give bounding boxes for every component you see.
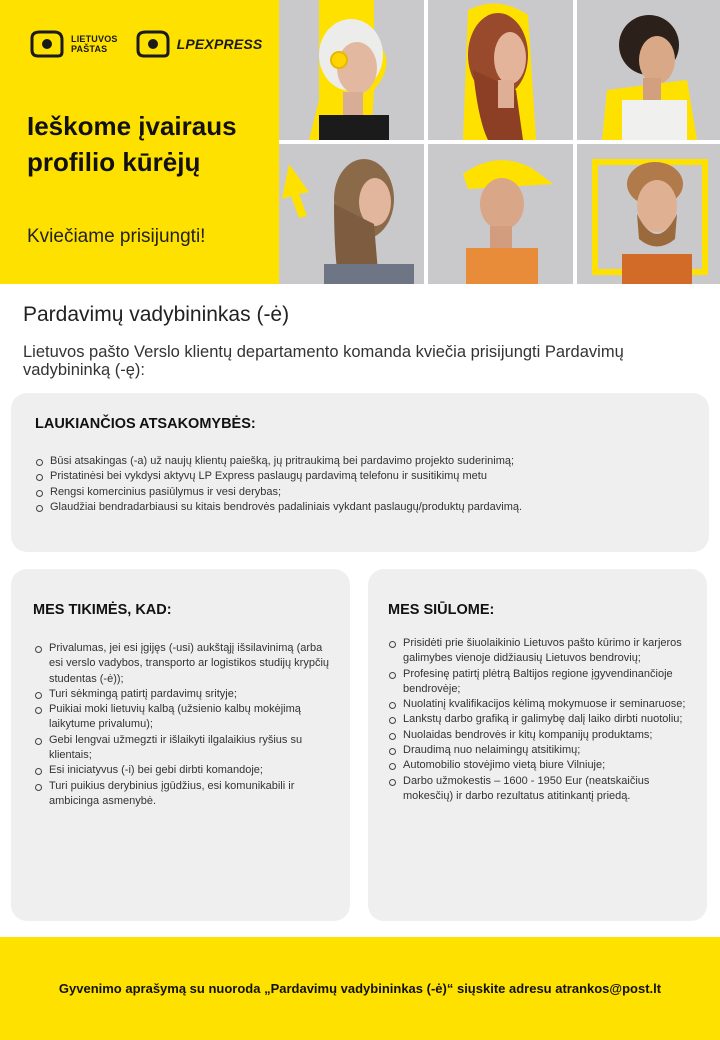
job-title: Pardavimų vadybininkas (-ė) <box>23 303 290 326</box>
logo-lpx-text: LPEXPRESS <box>176 36 263 52</box>
photo-man-beard-frame <box>577 144 720 284</box>
person-portrait-icon <box>428 144 573 284</box>
list-item: Prisidėti prie šiuolaikinio Lietuvos pašto kūrimo ir karjeros galimybes vienoje didžiausių Lietuvos bendrovių; <box>389 636 694 667</box>
list-item: Privalumas, jei esi įgijęs (-usi) aukštąjį išsilavinimą (arba esi verslo vadybos, transporto ar logistikos studijų krypčių studentas (-ė)); <box>35 641 335 687</box>
responsibilities-heading: LAUKIANČIOS ATSAKOMYBĖS: <box>35 416 256 432</box>
person-portrait-icon <box>428 0 573 140</box>
hero-banner <box>0 0 720 284</box>
requirements-card <box>11 569 350 921</box>
person-portrait-icon <box>577 0 720 140</box>
offers-heading: MES SIŪLOME: <box>388 602 495 618</box>
list-item: Darbo užmokestis – 1600 - 1950 Eur (neatskaičius mokesčių) ir darbo rezultatus atitinkantį priedą. <box>389 774 694 805</box>
list-item: Draudimą nuo nelaimingų atsitikimų; <box>389 743 694 758</box>
offers-list <box>389 636 694 804</box>
list-item: Turi puikius derybinius įgūdžius, esi komunikabili ir ambicinga asmenybė. <box>35 779 335 810</box>
responsibilities-list <box>36 454 696 515</box>
hero-subtitle: Kviečiame prisijungti! <box>27 226 206 247</box>
list-item: Puikiai moki lietuvių kalbą (užsienio kalbų mokėjimą laikytume privalumu); <box>35 702 335 733</box>
list-item: Būsi atsakingas (-a) už naujų klientų paiešką, jų pritraukimą bei pardavimo projekto suderinimą; <box>36 454 696 469</box>
list-item: Profesinę patirtį plėtrą Baltijos regione įgyvendinančioje bendrovėje; <box>389 667 694 698</box>
list-item: Pristatinėsi bei vykdysi aktyvų LP Express paslaugų pardavimą telefonu ir susitikimų metu <box>36 469 696 484</box>
person-portrait-icon <box>577 144 720 284</box>
list-item: Automobilio stovėjimo vietą biure Vilniuje; <box>389 758 694 773</box>
horn-icon <box>28 30 66 58</box>
logos <box>28 30 262 58</box>
footer-contact-text: Gyvenimo aprašymą su nuoroda „Pardavimų vadybininkas (-ė)“ siųskite adresu atrankos@post.lt <box>58 981 662 996</box>
offers-card <box>368 569 707 921</box>
person-portrait-icon <box>279 144 424 284</box>
list-item: Esi iniciatyvus (-i) bei gebi dirbti komandoje; <box>35 763 335 778</box>
photo-man-yellow-cap <box>428 144 573 284</box>
logo-lp-line2: PAŠTAS <box>71 44 108 54</box>
photo-grid <box>279 0 720 284</box>
job-intro: Lietuvos pašto Verslo klientų departamento komanda kviečia prisijungti Pardavimų vadybininką (-ę): <box>23 343 624 379</box>
list-item: Turi sėkmingą patirtį pardavimų srityje; <box>35 687 335 702</box>
list-item: Nuolaidas bendrovės ir kitų kompanijų produktams; <box>389 728 694 743</box>
logo-lp-line1: LIETUVOS <box>71 34 118 44</box>
photo-woman-long-hair-arrow <box>279 144 424 284</box>
list-item: Gebi lengvai užmegzti ir išlaikyti ilgalaikius ryšius su klientais; <box>35 733 335 764</box>
photo-woman-curly-hair <box>428 0 573 140</box>
requirements-heading: MES TIKIMĖS, KAD: <box>33 602 172 618</box>
footer-banner <box>0 937 720 1040</box>
hero-title: Ieškome įvairaus profilio kūrėjų <box>27 111 237 177</box>
requirements-list <box>35 641 335 809</box>
list-item: Rengsi komercinius pasiūlymus ir vesi derybas; <box>36 485 696 500</box>
lp-express-logo <box>134 30 263 58</box>
horn-icon <box>134 30 172 58</box>
photo-woman-gray-hair-headphones <box>279 0 424 140</box>
lietuvos-pastas-logo <box>28 30 118 58</box>
responsibilities-card <box>11 393 709 552</box>
person-portrait-icon <box>279 0 424 140</box>
list-item: Glaudžiai bendradarbiausi su kitais bendrovės padaliniais vykdant paslaugų/produktų pardavimą. <box>36 500 696 515</box>
photo-man-curly-hair <box>577 0 720 140</box>
list-item: Lankstų darbo grafiką ir galimybę dalį laiko dirbti nuotoliu; <box>389 712 694 727</box>
list-item: Nuolatinį kvalifikacijos kėlimą mokymuose ir seminaruose; <box>389 697 694 712</box>
